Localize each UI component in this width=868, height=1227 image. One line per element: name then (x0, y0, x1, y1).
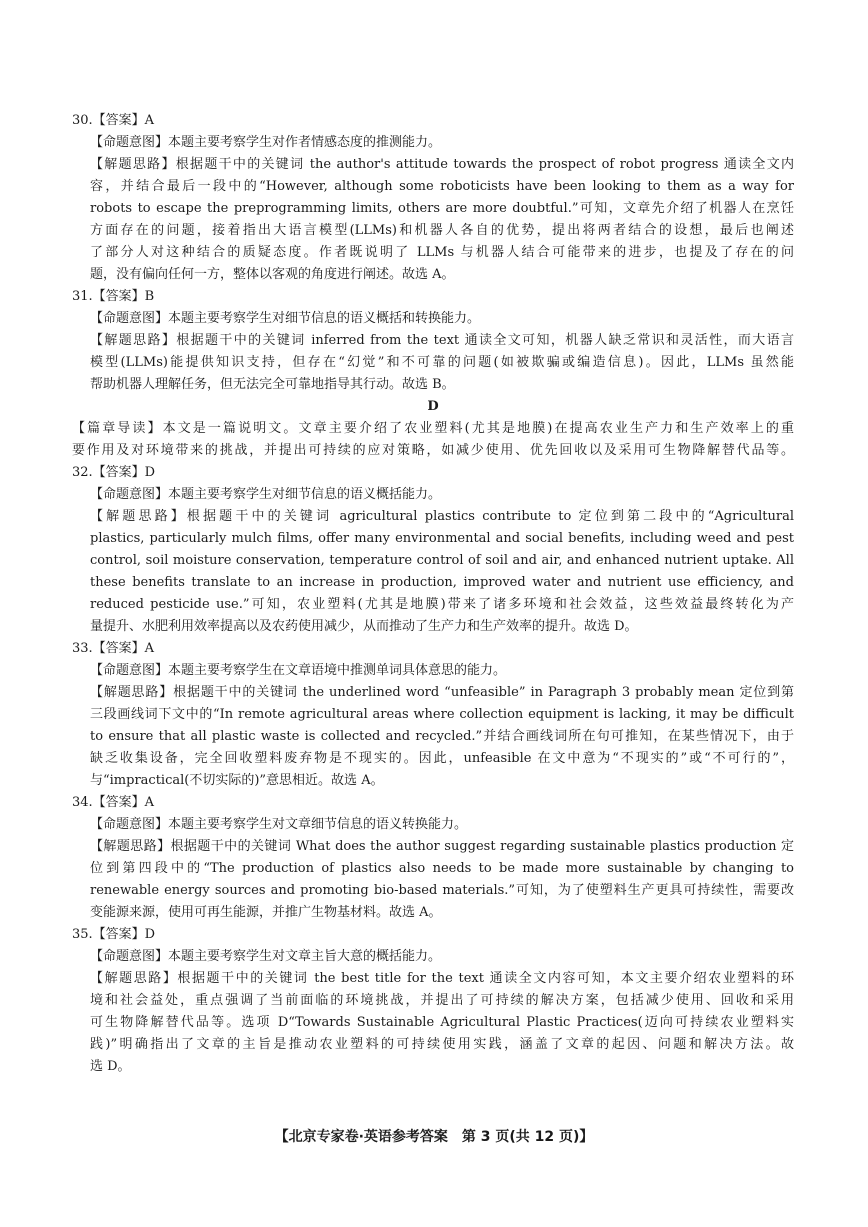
q30-analysis-line: 【解题思路】根据题干中的关键词 the author's attitude towards the prospect of robot progress 通读全文内 (90, 157, 794, 172)
q30-analysis-line: robots to escape the preprogramming limits, others are more doubtful.”可知，文章先介绍了机器人在烹饪 (90, 201, 794, 216)
q33-intent: 【命题意图】本题主要考察学生在文章语境中推测单词具体意思的能力。 (90, 663, 507, 678)
q34-analysis-line: renewable energy sources and promoting bio-based materials.”可知，为了使塑料生产更具可持续性，需要改 (90, 883, 794, 898)
q35-analysis-line: 践)”明确指出了文章的主旨是推动农业塑料的可持续使用实践，涵盖了文章的起因、问题和解决方法。故 (90, 1037, 794, 1052)
q35-analysis-line: 【解题思路】根据题干中的关键词 the best title for the text 通读全文内容可知，本文主要介绍农业塑料的环 (90, 971, 794, 986)
q30-analysis-line: 容，并结合最后一段中的“However, although some roboticists have been looking to them as a way for (90, 179, 794, 194)
q31-intent: 【命题意图】本题主要考察学生对细节信息的语义概括和转换能力。 (90, 311, 481, 326)
q35-analysis-line: 可生物降解替代品等。选项 D“Towards Sustainable Agricultural Plastic Practices(迈向可持续农业塑料实 (90, 1015, 794, 1030)
q32-analysis-line: plastics, particularly mulch films, offer many environmental and social benefits, including weed and pest (90, 531, 794, 546)
q30-answer: 30.【答案】A (72, 113, 155, 128)
page-footer: 【北京专家卷·英语参考答案 第 3 页(共 12 页)】 (274, 1129, 594, 1145)
q32-analysis-line: 量提升、水肥利用效率提高以及农药使用减少，从而推动了生产力和生产效率的提升。故选 D。 (90, 619, 638, 634)
q33-analysis-line: 三段画线词下文中的“In remote agricultural areas where collection equipment is lacking, it may be difficult (90, 707, 794, 722)
q33-analysis-line: 缺乏收集设备，完全回收塑料废弃物是不现实的。因此，unfeasible 在文中意为“不现实的”或“不可行的”， (90, 751, 794, 766)
q34-intent: 【命题意图】本题主要考察学生对文章细节信息的语义转换能力。 (90, 817, 468, 832)
q31-analysis-line: 【解题思路】根据题干中的关键词 inferred from the text 通读全文可知，机器人缺乏常识和灵活性，而大语言 (90, 333, 794, 348)
q34-analysis-line: 位到第四段中的“The production of plastics also needs to be made more sustainable by changing to (90, 861, 794, 876)
q33-answer: 33.【答案】A (72, 641, 155, 656)
q32-analysis-line: control, soil moisture conservation, temperature control of soil and air, and enhanced nutrient uptake. All (90, 553, 794, 568)
q31-answer: 31.【答案】B (72, 289, 155, 304)
q33-analysis-line: 与“impractical(不切实际的)”意思相近。故选 A。 (90, 773, 384, 788)
q30-analysis-line: 方面存在的问题，接着指出大语言模型(LLMs)和机器人各自的优势，提出将两者结合的设想，最后也阐述 (90, 223, 794, 238)
answer-document (72, 110, 794, 1078)
q34-analysis-line: 变能源来源，使用可再生能源，并推广生物基材料。故选 A。 (90, 905, 442, 920)
q35-analysis-line: 境和社会益处，重点强调了当前面临的环境挑战，并提出了可持续的解决方案，包括减少使用、回收和采用 (90, 993, 794, 1008)
q32-intent: 【命题意图】本题主要考察学生对细节信息的语义概括能力。 (90, 487, 442, 502)
q32-analysis-line: 【解题思路】根据题干中的关键词 agricultural plastics contribute to 定位到第二段中的“Agricultural (90, 509, 794, 524)
section-heading: D (427, 399, 439, 414)
q33-analysis-line: to ensure that all plastic waste is collected and recycled.”并结合画线词所在句可推知，在某些情况下，由于 (90, 729, 794, 744)
q32-answer: 32.【答案】D (72, 465, 156, 480)
q30-analysis-line: 题，没有偏向任何一方，整体以客观的角度进行阐述。故选 A。 (90, 267, 455, 282)
q31-analysis-line: 模型(LLMs)能提供知识支持，但存在“幻觉”和不可靠的问题(如被欺骗或编造信息)。因此，LLMs 虽然能 (90, 355, 794, 370)
q31-analysis-line: 帮助机器人理解任务，但无法完全可靠地指导其行动。故选 B。 (90, 377, 455, 392)
q33-analysis-line: 【解题思路】根据题干中的关键词 the underlined word “unfeasible” in Paragraph 3 probably mean 定位到第 (90, 685, 794, 700)
q30-analysis-line: 了部分人对这种结合的质疑态度。作者既说明了 LLMs 与机器人结合可能带来的进步，也提及了存在的问 (90, 245, 794, 260)
q32-analysis-line: these benefits translate to an increase in production, improved water and nutrient use efficiency, and (90, 575, 794, 590)
passage-guide-line: 要作用及对环境带来的挑战，并提出可持续的应对策略，如减少使用、优先回收以及采用可生物降解替代品等。 (72, 443, 794, 458)
q30-intent: 【命题意图】本题主要考察学生对作者情感态度的推测能力。 (90, 135, 442, 150)
q35-analysis-line: 选 D。 (90, 1059, 131, 1074)
passage-guide-line: 【篇章导读】本文是一篇说明文。文章主要介绍了农业塑料(尤其是地膜)在提高农业生产力和生产效率上的重 (72, 421, 794, 436)
q35-answer: 35.【答案】D (72, 927, 156, 942)
q34-analysis-line: 【解题思路】根据题干中的关键词 What does the author suggest regarding sustainable plastics production 定 (90, 839, 794, 854)
q35-intent: 【命题意图】本题主要考察学生对文章主旨大意的概括能力。 (90, 949, 442, 964)
q34-answer: 34.【答案】A (72, 795, 155, 810)
q32-analysis-line: reduced pesticide use.”可知，农业塑料(尤其是地膜)带来了诸多环境和社会效益，这些效益最终转化为产 (90, 597, 794, 612)
